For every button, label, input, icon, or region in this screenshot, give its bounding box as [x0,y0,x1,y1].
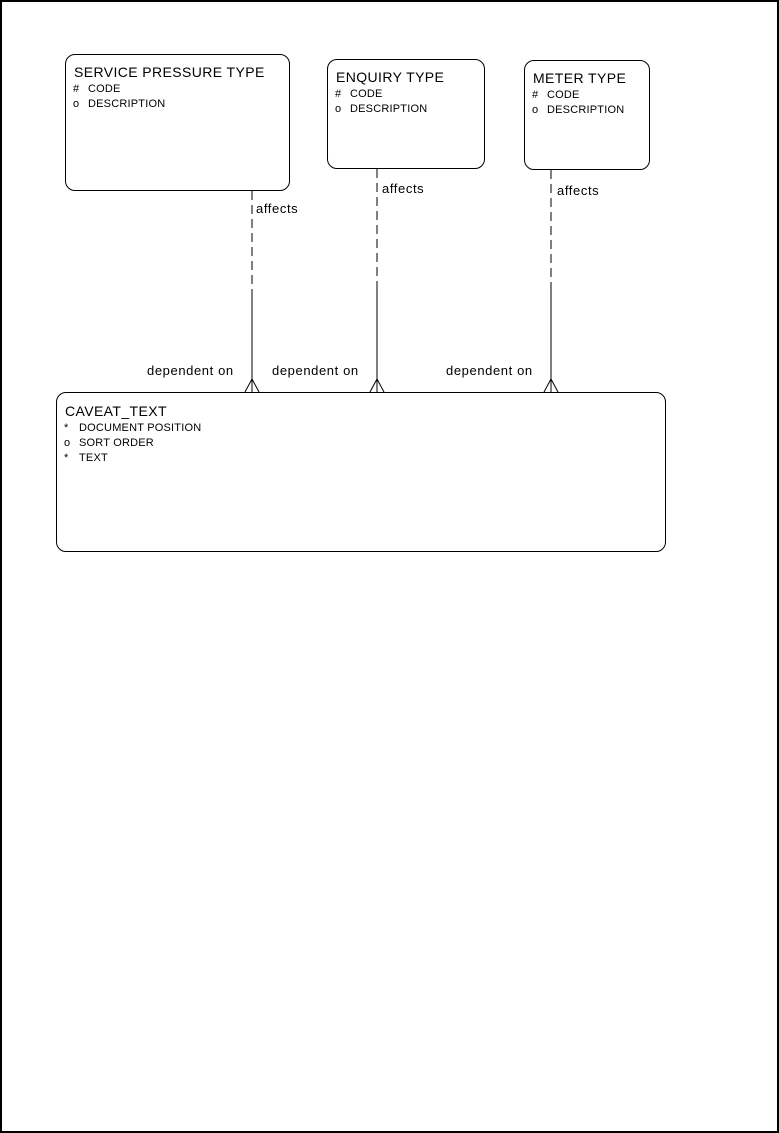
attribute-label: DOCUMENT POSITION [79,422,202,434]
relationship-line-meter-type-caveat-text [544,170,558,392]
attribute-row [57,421,665,436]
crow-foot-prong [245,379,252,392]
relationship-label-affects: affects [382,181,425,196]
relationship-label-dependent-on: dependent on [147,363,234,378]
attribute-label: SORT ORDER [79,437,154,449]
attribute-row [525,88,649,103]
attribute-row [328,102,484,117]
crow-foot-prong [551,379,558,392]
attribute-marker: o [532,104,539,116]
relationship-line-service-pressure-type-caveat-text [245,191,259,392]
entity-meter-type[interactable] [524,60,650,170]
attribute-row [66,82,289,97]
relationship-label-dependent-on: dependent on [446,363,533,378]
attribute-label: CODE [547,89,580,101]
attribute-marker: * [64,422,69,434]
entity-service-pressure-type[interactable] [65,54,290,191]
attribute-label: CODE [350,88,383,100]
attribute-label: DESCRIPTION [350,103,428,115]
attribute-marker: o [335,103,342,115]
relationship-label-dependent-on: dependent on [272,363,359,378]
attribute-row [328,87,484,102]
relationship-line-enquiry-type-caveat-text [370,169,384,392]
attribute-label: CODE [88,83,121,95]
attribute-row [66,97,289,112]
entity-title: ENQUIRY TYPE [336,69,445,85]
attribute-row [57,436,665,451]
crow-foot-prong [252,379,259,392]
entity-title: CAVEAT_TEXT [65,403,167,419]
entity-title: SERVICE PRESSURE TYPE [74,64,265,80]
attribute-row [525,103,649,118]
attribute-marker: # [335,88,342,100]
attribute-marker: o [73,98,80,110]
attribute-label: TEXT [79,452,108,464]
entity-title: METER TYPE [533,70,627,86]
attribute-marker: # [532,89,539,101]
relationship-label-affects: affects [256,201,299,216]
crow-foot-prong [370,379,377,392]
attribute-row [57,451,665,466]
attribute-marker: # [73,83,80,95]
attribute-label: DESCRIPTION [547,104,625,116]
entity-caveat-text[interactable] [56,392,666,552]
attribute-label: DESCRIPTION [88,98,166,110]
entity-enquiry-type[interactable] [327,59,485,169]
attribute-marker: o [64,437,71,449]
relationship-label-affects: affects [557,183,600,198]
crow-foot-prong [544,379,551,392]
attribute-marker: * [64,452,69,464]
crow-foot-prong [377,379,384,392]
